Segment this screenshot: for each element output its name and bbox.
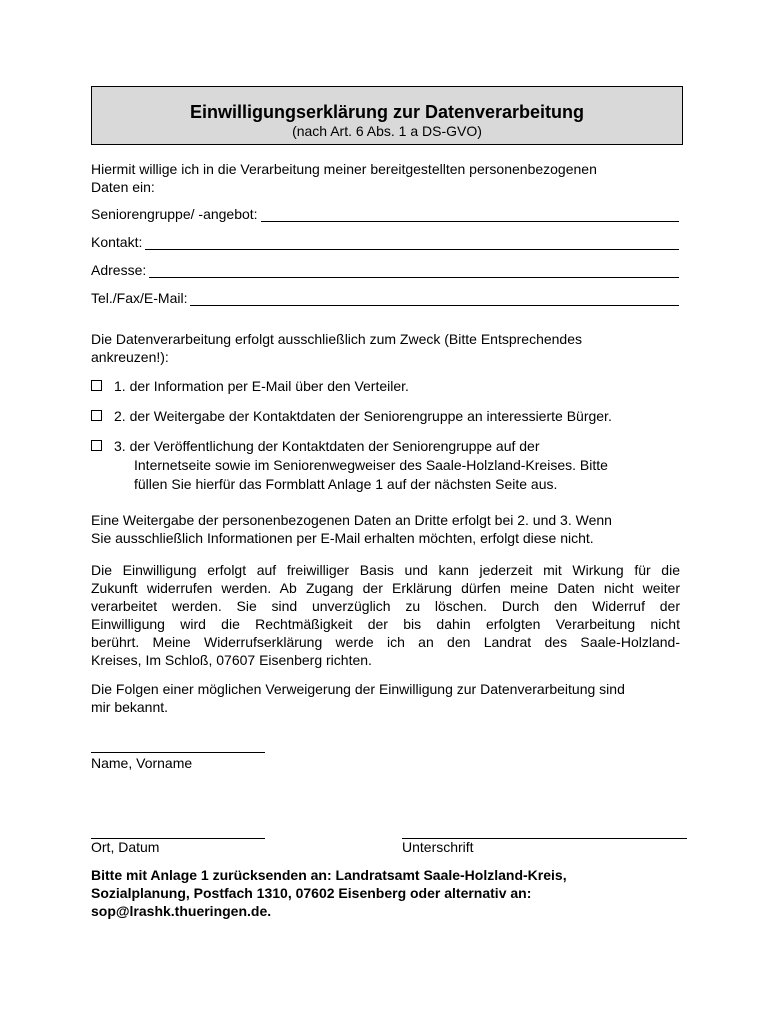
address-field[interactable] xyxy=(91,262,679,280)
paragraph-line: Kreises, Im Schloß, 07607 Eisenberg richten. xyxy=(91,652,372,668)
group-label: Seniorengruppe/ -angebot: xyxy=(91,206,258,222)
contact-field[interactable] xyxy=(91,234,679,252)
intro-line: Daten ein: xyxy=(91,179,155,195)
option-1-label: 1. der Information per E-Mail über den Verteiler. xyxy=(114,378,409,394)
group-field[interactable] xyxy=(91,206,679,224)
option-3-label: 3. der Veröffentlichung der Kontaktdaten der Seniorengruppe auf der xyxy=(114,438,540,454)
paragraph-refusal xyxy=(91,680,691,716)
place-date-label: Ort, Datum xyxy=(91,839,160,855)
paragraph-line: Zukunft widerrufen werden. Ab Zugang der Erklärung dürfen meine Daten nicht weiter xyxy=(91,580,680,596)
title-box xyxy=(91,86,683,145)
option-1[interactable] xyxy=(91,376,691,396)
footer-line: Bitte mit Anlage 1 zurücksenden an: Landratsamt Saale-Holzland-Kreis, xyxy=(91,867,567,883)
name-signature-line[interactable] xyxy=(91,752,265,753)
purpose-intro xyxy=(91,330,691,366)
paragraph-line: Die Einwilligung erfolgt auf freiwilliger Basis und kann jederzeit mit Wirkung für die xyxy=(91,562,680,578)
name-label: Name, Vorname xyxy=(91,755,193,771)
paragraph-line: berührt. Meine Widerrufserklärung werde ich an den Landrat des Saale-Holzland- xyxy=(91,634,680,650)
paragraph-disclosure xyxy=(91,511,691,547)
address-input-line[interactable] xyxy=(149,262,679,278)
return-instructions xyxy=(91,866,691,920)
group-input-line[interactable] xyxy=(261,206,679,222)
phone-label: Tel./Fax/E-Mail: xyxy=(91,290,188,306)
phone-field[interactable] xyxy=(91,290,679,308)
contact-label: Kontakt: xyxy=(91,234,143,250)
footer-line: Sozialplanung, Postfach 1310, 07602 Eisenberg oder alternativ an: xyxy=(91,885,532,901)
paragraph-line: Sie ausschließlich Informationen per E-Mail erhalten möchten, erfolgt diese nicht. xyxy=(91,530,594,546)
contact-input-line[interactable] xyxy=(145,234,679,250)
option-3[interactable] xyxy=(91,437,691,494)
signature-label: Unterschrift xyxy=(402,839,474,855)
paragraph-line: Eine Weitergabe der personenbezogenen Daten an Dritte erfolgt bei 2. und 3. Wenn xyxy=(91,512,612,528)
paragraph-consent xyxy=(91,561,680,669)
intro-line: Hiermit willige ich in die Verarbeitung meiner bereitgestellten personenbezogenen xyxy=(91,161,597,177)
option-1-checkbox[interactable] xyxy=(91,380,102,391)
purpose-line: Die Datenverarbeitung erfolgt ausschließlich zum Zweck (Bitte Entsprechendes xyxy=(91,331,583,347)
intro-text xyxy=(91,160,691,196)
paragraph-line: verarbeitet werden. Sie sind unverzüglich zu löschen. Durch den Widerruf der xyxy=(91,598,680,614)
footer-email: sop@lrashk.thueringen.de. xyxy=(91,903,272,919)
paragraph-line: Einwilligung wird die Rechtmäßigkeit der bis dahin erfolgten Verarbeitung nicht xyxy=(91,616,680,632)
page-title: Einwilligungserklärung zur Datenverarbeitung xyxy=(189,102,585,122)
paragraph-line: Die Folgen einer möglichen Verweigerung der Einwilligung zur Datenverarbeitung sind xyxy=(91,681,625,697)
phone-input-line[interactable] xyxy=(190,290,679,306)
option-3-checkbox[interactable] xyxy=(91,440,102,451)
page-subtitle: (nach Art. 6 Abs. 1 a DS-GVO) xyxy=(292,123,482,139)
option-2[interactable] xyxy=(91,406,691,426)
option-2-label: 2. der Weitergabe der Kontaktdaten der Seniorengruppe an interessierte Bürger. xyxy=(114,408,612,424)
option-3-label-cont: Internetseite sowie im Seniorenwegweiser des Saale-Holzland-Kreises. Bitte xyxy=(134,457,608,473)
address-label: Adresse: xyxy=(91,262,147,278)
option-2-checkbox[interactable] xyxy=(91,410,102,421)
option-3-label-cont: füllen Sie hierfür das Formblatt Anlage 1 auf der nächsten Seite aus. xyxy=(134,476,558,492)
purpose-line: ankreuzen!): xyxy=(91,349,169,365)
paragraph-line: mir bekannt. xyxy=(91,699,169,715)
